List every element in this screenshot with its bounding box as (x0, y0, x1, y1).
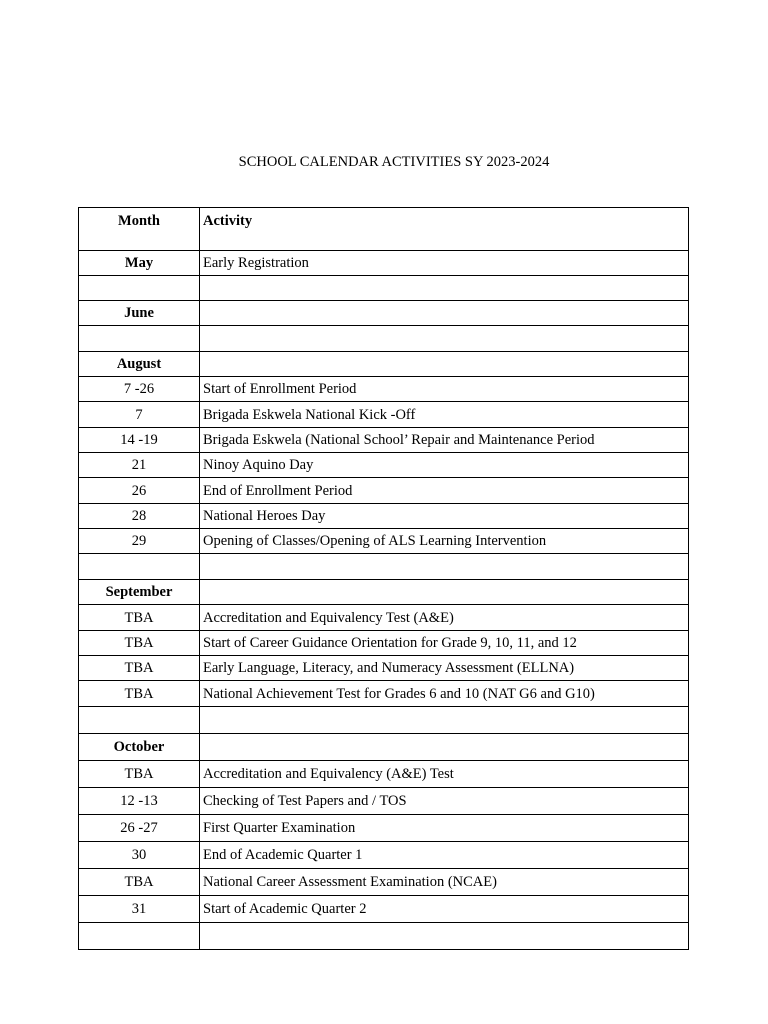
row-activity-cell (200, 707, 689, 734)
table-row (79, 504, 689, 529)
table-row (79, 734, 689, 761)
row-activity-cell: National Achievement Test for Grades 6 and 10 (NAT G6 and G10) (200, 681, 689, 707)
row-month-cell: TBA (79, 605, 200, 631)
table-row (79, 869, 689, 896)
row-activity-cell: End of Academic Quarter 1 (200, 842, 689, 869)
row-activity-cell (200, 326, 689, 352)
table-row (79, 428, 689, 453)
row-activity-cell: Brigada Eskwela National Kick -Off (200, 402, 689, 428)
table-row (79, 681, 689, 707)
row-month-cell (79, 276, 200, 301)
row-activity-cell (200, 580, 689, 605)
row-month-cell (79, 707, 200, 734)
row-activity-cell: Early Registration (200, 251, 689, 276)
table-header-row (79, 208, 689, 251)
table-row (79, 453, 689, 478)
table-row (79, 923, 689, 950)
row-month-cell: TBA (79, 761, 200, 788)
row-month-cell: 26 (79, 478, 200, 504)
row-month-cell: TBA (79, 656, 200, 681)
row-month-cell (79, 326, 200, 352)
table-row (79, 276, 689, 301)
row-month-cell: 12 -13 (79, 788, 200, 815)
row-activity-cell: First Quarter Examination (200, 815, 689, 842)
table-row (79, 707, 689, 734)
page-title: SCHOOL CALENDAR ACTIVITIES SY 2023-2024 (238, 154, 550, 170)
row-activity-cell: Accreditation and Equivalency (A&E) Test (200, 761, 689, 788)
row-activity-cell: Early Language, Literacy, and Numeracy Assessment (ELLNA) (200, 656, 689, 681)
row-activity-cell: Ninoy Aquino Day (200, 453, 689, 478)
table-row (79, 377, 689, 402)
table-row (79, 631, 689, 656)
row-month-cell: 26 -27 (79, 815, 200, 842)
row-month-cell: 31 (79, 896, 200, 923)
row-activity-cell (200, 352, 689, 377)
table-row (79, 656, 689, 681)
row-month-cell: June (79, 301, 200, 326)
row-activity-cell (200, 276, 689, 301)
row-activity-cell: Start of Career Guidance Orientation for Grade 9, 10, 11, and 12 (200, 631, 689, 656)
table-row (79, 402, 689, 428)
row-month-cell: TBA (79, 869, 200, 896)
row-month-cell: 30 (79, 842, 200, 869)
row-month-cell: 14 -19 (79, 428, 200, 453)
table-row (79, 815, 689, 842)
row-month-cell: 7 -26 (79, 377, 200, 402)
row-month-cell (79, 554, 200, 580)
table-row (79, 788, 689, 815)
table-row (79, 352, 689, 377)
row-activity-cell: National Heroes Day (200, 504, 689, 529)
table-row (79, 478, 689, 504)
row-activity-cell: Checking of Test Papers and / TOS (200, 788, 689, 815)
row-activity-cell: Start of Enrollment Period (200, 377, 689, 402)
table-row (79, 761, 689, 788)
row-activity-cell (200, 301, 689, 326)
table-row (79, 580, 689, 605)
row-month-cell: TBA (79, 631, 200, 656)
table-row (79, 842, 689, 869)
row-month-cell: August (79, 352, 200, 377)
table-row (79, 326, 689, 352)
row-activity-cell (200, 734, 689, 761)
row-month-cell: 29 (79, 529, 200, 554)
row-activity-cell: Start of Academic Quarter 2 (200, 896, 689, 923)
row-activity-cell (200, 554, 689, 580)
row-month-cell: October (79, 734, 200, 761)
row-month-cell: 28 (79, 504, 200, 529)
table-row (79, 605, 689, 631)
row-activity-cell (200, 923, 689, 950)
row-month-cell: May (79, 251, 200, 276)
row-month-cell: TBA (79, 681, 200, 707)
table-row (79, 896, 689, 923)
table-row (79, 554, 689, 580)
calendar-table-body (79, 208, 689, 950)
row-month-cell: 21 (79, 453, 200, 478)
row-month-cell (79, 923, 200, 950)
table-row (79, 301, 689, 326)
row-activity-cell: Accreditation and Equivalency Test (A&E) (200, 605, 689, 631)
calendar-table (78, 207, 689, 950)
table-row (79, 251, 689, 276)
row-month-cell: September (79, 580, 200, 605)
row-activity-cell: National Career Assessment Examination (NCAE) (200, 869, 689, 896)
row-month-cell: 7 (79, 402, 200, 428)
header-month: Month (79, 208, 200, 251)
header-activity: Activity (200, 208, 689, 251)
row-activity-cell: Brigada Eskwela (National School’ Repair and Maintenance Period (200, 428, 689, 453)
table-row (79, 529, 689, 554)
row-activity-cell: End of Enrollment Period (200, 478, 689, 504)
row-activity-cell: Opening of Classes/Opening of ALS Learning Intervention (200, 529, 689, 554)
